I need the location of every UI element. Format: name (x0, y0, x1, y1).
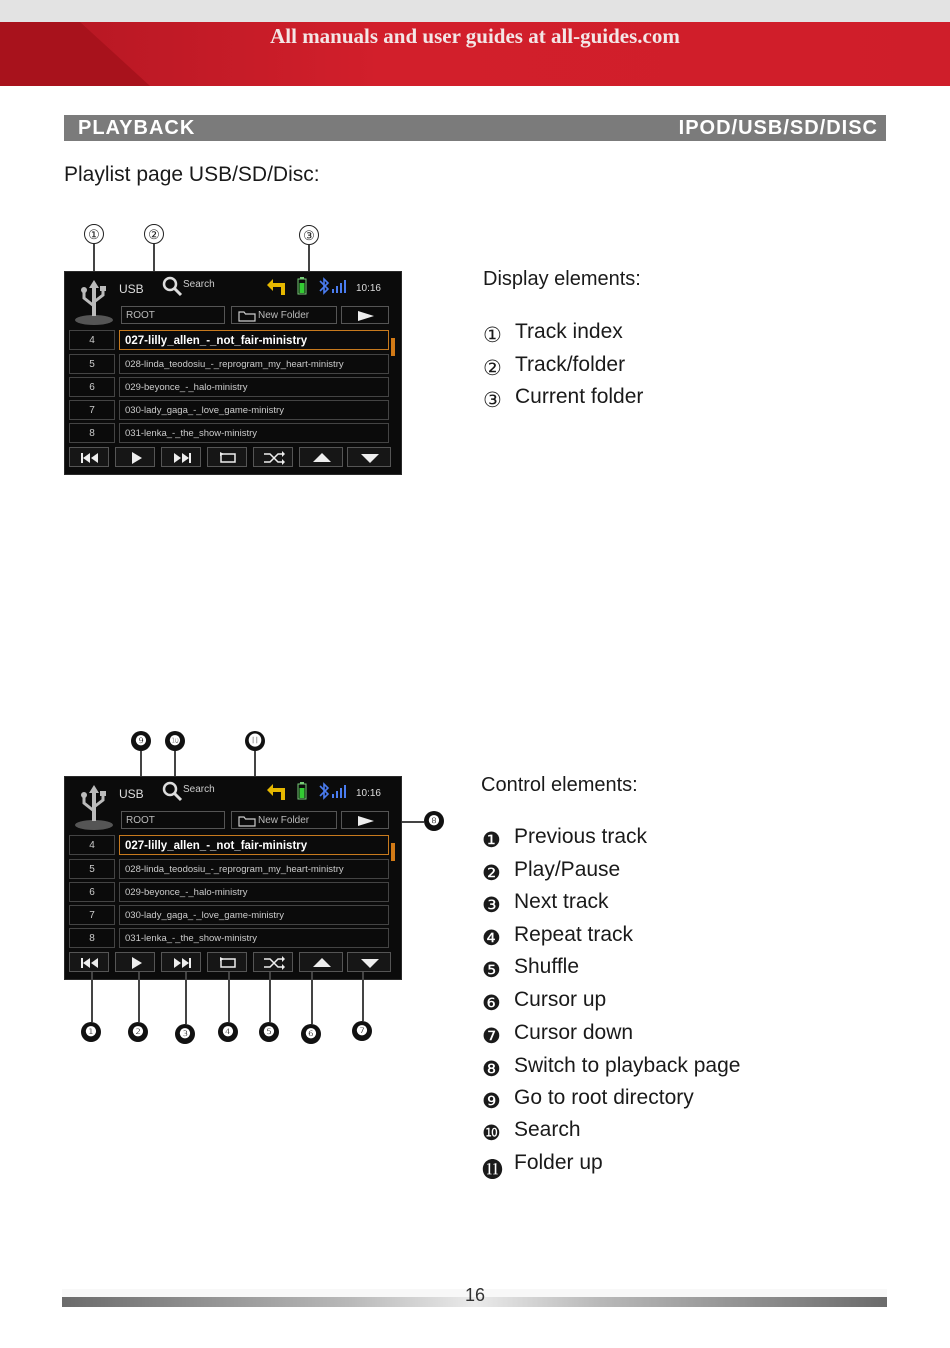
switch-to-playback-button[interactable] (341, 811, 389, 829)
search-button[interactable] (161, 275, 215, 295)
track-name: 031-lenka_-_the_show-ministry (119, 423, 389, 443)
control-item-number: ❾ (482, 1090, 501, 1113)
control-item-label: Folder up (514, 1151, 603, 1174)
control-item-label: Cursor down (514, 1021, 634, 1044)
search-icon (161, 780, 183, 802)
leader-line-c7 (362, 972, 364, 1021)
control-item-number: ❷ (482, 862, 501, 885)
shuffle-button[interactable] (253, 952, 293, 972)
folder-up-icon[interactable] (263, 782, 293, 802)
track-index: 6 (69, 377, 115, 397)
control-item-label: Search (514, 1118, 581, 1141)
callout-c4: ❹ (218, 1022, 238, 1042)
control-item-number: ❶ (482, 829, 501, 852)
track-row[interactable] (69, 330, 389, 350)
scrollbar[interactable] (391, 332, 395, 462)
callout-11: ⓫ (245, 731, 265, 751)
status-area (263, 275, 395, 295)
current-folder-label: New Folder (258, 815, 310, 826)
leader-line-c3 (185, 972, 187, 1024)
shuffle-button[interactable] (253, 447, 293, 467)
scrollbar[interactable] (391, 837, 395, 967)
callout-c5: ❺ (259, 1022, 279, 1042)
search-button[interactable] (161, 780, 215, 800)
control-item-number: ❹ (482, 927, 501, 950)
previous-track-icon (70, 953, 110, 973)
track-index: 4 (69, 835, 115, 855)
usb-icon (73, 278, 115, 326)
control-item-label: Shuffle (514, 955, 579, 978)
leader-line-c1 (91, 972, 93, 1022)
callout-3: ③ (299, 225, 319, 245)
battery-icon (297, 782, 307, 800)
source-label: USB (119, 787, 144, 801)
chevron-up-icon (300, 448, 344, 468)
leader-line-c2 (138, 972, 140, 1022)
cursor-down-button[interactable] (347, 952, 391, 972)
search-icon (161, 275, 183, 297)
section-title-right: IPOD/USB/SD/DISC (678, 117, 878, 139)
leader-line-c6 (311, 972, 313, 1024)
repeat-icon (208, 953, 248, 973)
playlist-screen-controls (64, 776, 402, 980)
control-item-label: Switch to playback page (514, 1054, 741, 1077)
current-folder-label: New Folder (258, 310, 310, 321)
status-area (263, 780, 395, 800)
track-name: 027-lilly_allen_-_not_fair-ministry (119, 330, 389, 350)
scrollbar-thumb[interactable] (391, 338, 395, 356)
control-item-number: ❼ (482, 1025, 501, 1048)
callout-9: ❾ (131, 731, 151, 751)
control-elements-heading: Control elements: (481, 774, 638, 796)
callout-1: ① (84, 224, 104, 244)
track-row[interactable] (69, 400, 389, 420)
chevron-up-icon (300, 953, 344, 973)
cursor-down-button[interactable] (347, 447, 391, 467)
search-label: Search (183, 279, 215, 290)
usb-icon (73, 783, 115, 831)
battery-icon (297, 277, 307, 295)
shuffle-icon (254, 448, 294, 468)
shuffle-icon (254, 953, 294, 973)
clock: 10:16 (355, 283, 381, 294)
switch-to-playback-button[interactable] (341, 306, 389, 324)
track-index: 6 (69, 882, 115, 902)
display-item-number: ② (483, 357, 502, 380)
track-index: 8 (69, 928, 115, 948)
track-index: 5 (69, 859, 115, 879)
callout-c1: ❶ (81, 1022, 101, 1042)
callout-c6: ❻ (301, 1024, 321, 1044)
control-item-number: ⓫ (482, 1159, 503, 1182)
control-item-number: ❻ (482, 992, 501, 1015)
display-item-label: Track/folder (515, 353, 626, 376)
track-name: 029-beyonce_-_halo-ministry (119, 377, 389, 397)
track-name: 030-lady_gaga_-_love_game-ministry (119, 400, 389, 420)
playlist-screen-display (64, 271, 402, 475)
root-button[interactable]: ROOT (121, 306, 225, 324)
track-row[interactable] (69, 859, 389, 879)
bluetooth-signal-icon (317, 782, 351, 800)
track-index: 4 (69, 330, 115, 350)
display-elements-heading: Display elements: (483, 268, 641, 290)
scrollbar-thumb[interactable] (391, 843, 395, 861)
chevron-down-icon (348, 448, 392, 468)
play-icon (116, 953, 156, 973)
previous-track-button[interactable] (69, 447, 109, 467)
folder-icon (238, 815, 256, 827)
previous-track-icon (70, 448, 110, 468)
track-row[interactable] (69, 882, 389, 902)
track-row[interactable] (69, 423, 389, 443)
track-name: 027-lilly_allen_-_not_fair-ministry (119, 835, 389, 855)
play-arrow-icon (342, 812, 390, 830)
previous-track-button[interactable] (69, 952, 109, 972)
control-item-number: ❸ (482, 894, 501, 917)
repeat-button[interactable] (207, 447, 247, 467)
root-button[interactable]: ROOT (121, 811, 225, 829)
cursor-up-button[interactable] (299, 952, 343, 972)
track-row[interactable] (69, 905, 389, 925)
track-row[interactable] (69, 928, 389, 948)
bluetooth-signal-icon (317, 277, 351, 295)
display-item-number: ① (483, 324, 502, 347)
control-item-label: Repeat track (514, 923, 634, 946)
leader-line-c5 (269, 972, 271, 1022)
repeat-button[interactable] (207, 952, 247, 972)
header-banner (0, 0, 950, 86)
control-bar (69, 447, 391, 468)
track-index: 5 (69, 354, 115, 374)
next-track-icon (162, 953, 202, 973)
section-title-left: PLAYBACK (78, 117, 196, 139)
track-name: 028-linda_teodosiu_-_reprogram_my_heart-ministry (119, 859, 389, 879)
callout-2: ② (144, 224, 164, 244)
search-label: Search (183, 784, 215, 795)
track-name: 029-beyonce_-_halo-ministry (119, 882, 389, 902)
control-item-label: Next track (514, 890, 609, 913)
page-number: 16 (464, 1285, 486, 1305)
callout-c7: ❼ (352, 1021, 372, 1041)
track-index: 7 (69, 400, 115, 420)
control-item-label: Cursor up (514, 988, 607, 1011)
next-track-button[interactable] (161, 447, 201, 467)
play-pause-button[interactable] (115, 447, 155, 467)
current-folder-box[interactable] (231, 306, 337, 324)
banner-title[interactable]: All manuals and user guides at all-guides.com (270, 24, 680, 48)
control-item-label: Go to root directory (514, 1086, 694, 1109)
control-item-number: ❺ (482, 959, 501, 982)
track-name: 028-linda_teodosiu_-_reprogram_my_heart-ministry (119, 354, 389, 374)
track-row[interactable] (69, 835, 389, 855)
callout-8: ❽ (424, 811, 444, 831)
callout-c3: ❸ (175, 1024, 195, 1044)
control-item-number: ❿ (482, 1122, 501, 1145)
callout-c2: ❷ (128, 1022, 148, 1042)
leader-line-c4 (228, 972, 230, 1022)
play-arrow-icon (342, 307, 390, 325)
track-index: 7 (69, 905, 115, 925)
folder-up-icon[interactable] (263, 277, 293, 297)
play-icon (116, 448, 156, 468)
track-row[interactable] (69, 377, 389, 397)
page-subtitle: Playlist page USB/SD/Disc: (64, 163, 320, 186)
next-track-button[interactable] (161, 952, 201, 972)
repeat-icon (208, 448, 248, 468)
track-name: 030-lady_gaga_-_love_game-ministry (119, 905, 389, 925)
display-item-label: Current folder (515, 385, 644, 408)
display-item-label: Track index (515, 320, 623, 343)
section-header-bar (64, 115, 886, 141)
control-item-number: ❽ (482, 1058, 501, 1081)
banner-top-strip (0, 0, 950, 22)
track-index: 8 (69, 423, 115, 443)
control-item-label: Previous track (514, 825, 648, 848)
display-item-number: ③ (483, 389, 502, 412)
clock: 10:16 (355, 788, 381, 799)
cursor-up-button[interactable] (299, 447, 343, 467)
next-track-icon (162, 448, 202, 468)
current-folder-box[interactable] (231, 811, 337, 829)
callout-10: ❿ (165, 731, 185, 751)
track-row[interactable] (69, 354, 389, 374)
source-label: USB (119, 282, 144, 296)
control-item-label: Play/Pause (514, 858, 621, 881)
track-name: 031-lenka_-_the_show-ministry (119, 928, 389, 948)
play-pause-button[interactable] (115, 952, 155, 972)
control-bar (69, 952, 391, 973)
folder-icon (238, 310, 256, 322)
chevron-down-icon (348, 953, 392, 973)
